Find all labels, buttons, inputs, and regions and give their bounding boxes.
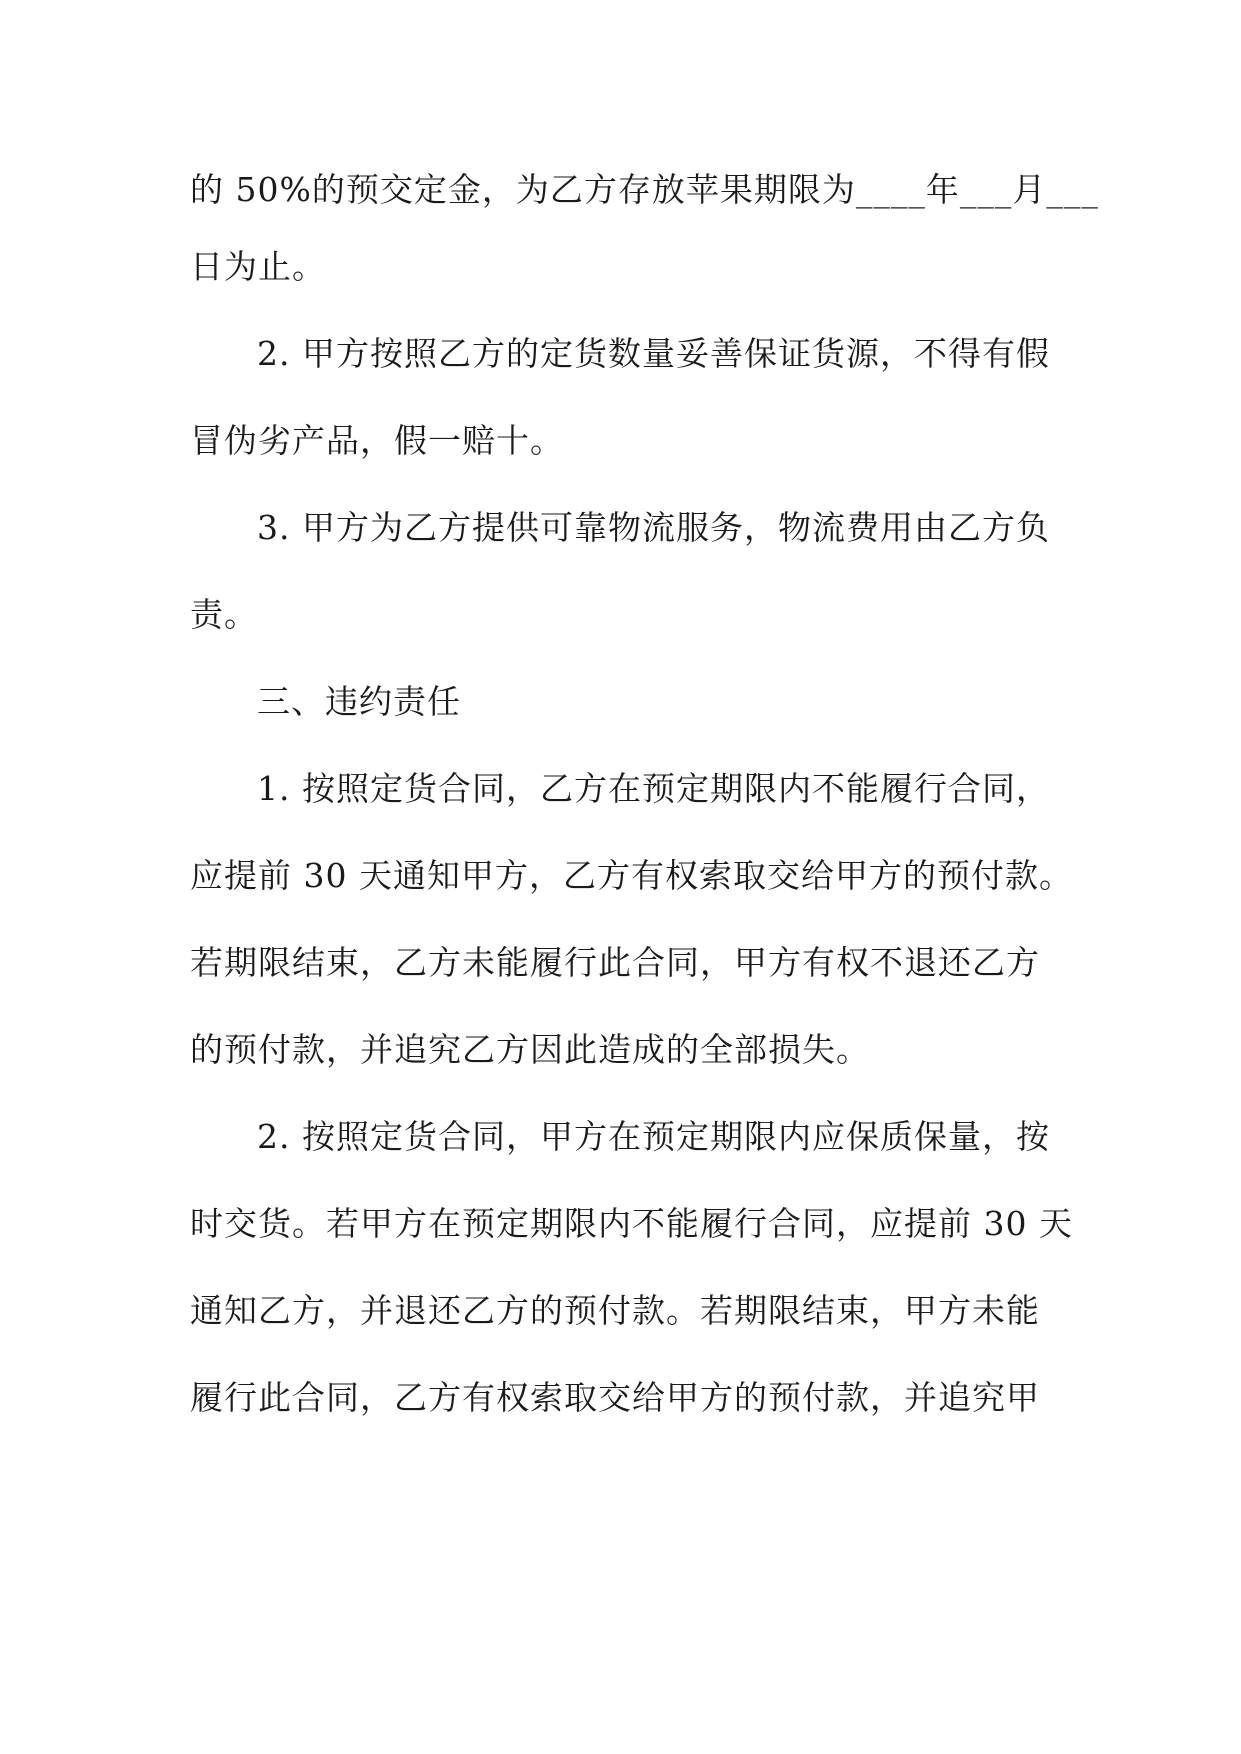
text-line-2: 日为止。	[190, 247, 326, 286]
text-line-3: 2. 甲方按照乙方的定货数量妥善保证货源，不得有假	[257, 334, 1050, 373]
text-line-5: 3. 甲方为乙方提供可靠物流服务，物流费用由乙方负	[257, 508, 1050, 547]
text-line-15: 履行此合同，乙方有权索取交给甲方的预付款，并追究甲	[190, 1378, 1040, 1417]
text-line-13: 时交货。若甲方在预定期限内不能履行合同，应提前 30 天	[190, 1204, 1073, 1243]
text-line-8: 1. 按照定货合同，乙方在预定期限内不能履行合同，	[257, 769, 1050, 808]
text-line-9: 应提前 30 天通知甲方，乙方有权索取交给甲方的预付款。	[190, 856, 1073, 895]
text-line-10: 若期限结束，乙方未能履行此合同，甲方有权不退还乙方	[190, 943, 1040, 982]
text-line-4: 冒伪劣产品，假一赔十。	[190, 421, 564, 460]
text-line-12: 2. 按照定货合同，甲方在预定期限内应保质保量，按	[257, 1117, 1050, 1156]
text-line-11: 的预付款，并追究乙方因此造成的全部损失。	[190, 1030, 870, 1069]
text-line-1: 的 50%的预交定金，为乙方存放苹果期限为____年___月___	[190, 170, 1099, 209]
text-line-6: 责。	[190, 595, 258, 634]
text-line-14: 通知乙方，并退还乙方的预付款。若期限结束，甲方未能	[190, 1291, 1040, 1330]
section-heading: 三、违约责任	[257, 682, 461, 721]
